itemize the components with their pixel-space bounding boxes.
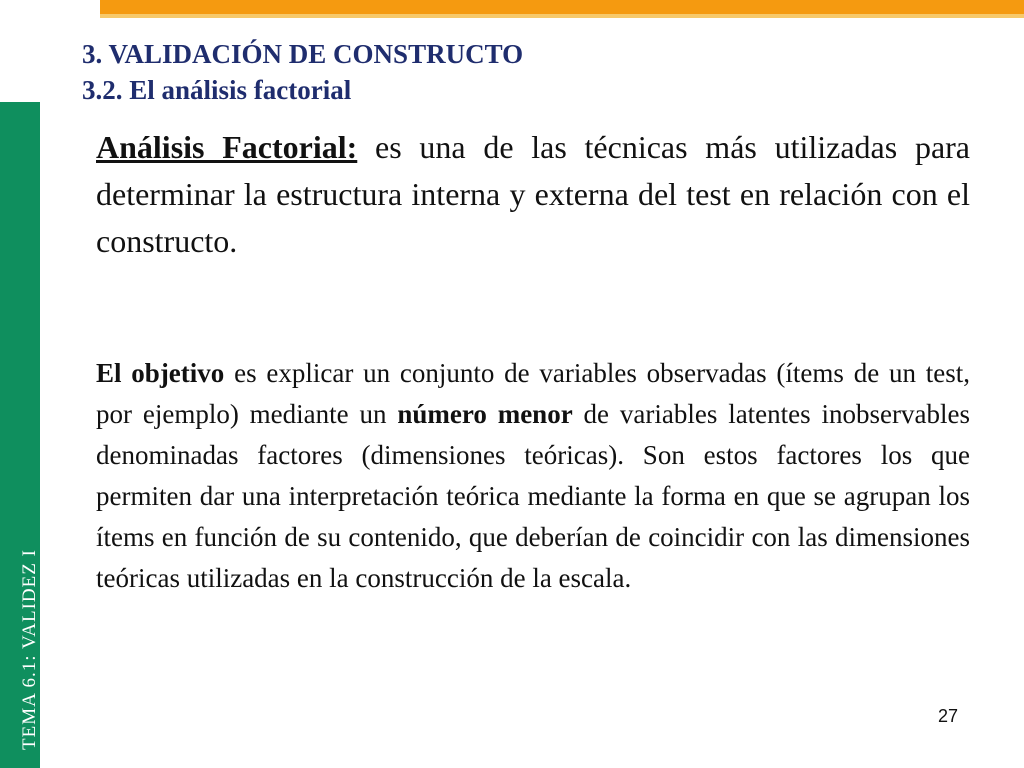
definition-paragraph — [96, 124, 970, 265]
page-number: 27 — [938, 706, 959, 726]
definition-term: Análisis Factorial: — [96, 129, 358, 165]
objective-text-a: es explicar un conjunto de variables observadas (ítems de un test, por ejemplo) mediante un — [96, 358, 970, 429]
objective-emphasis: número menor — [397, 399, 573, 429]
side-topic-label: TEMA 6.1: VALIDEZ I — [19, 549, 40, 750]
objective-text-b: de variables latentes inobservables denominadas factores (dimensiones teóricas). Son estos factores los que permiten dar una interpretación teórica mediante la forma en que se agrupan los ítems en función de su contenido, que deberían de coincidir con las dimensiones teóricas utilizadas en la construcción de la escala. — [96, 399, 970, 593]
slide-subtitle: 3.2. El análisis factorial — [82, 75, 352, 105]
top-accent-bar — [100, 0, 1024, 18]
slide-body — [96, 124, 970, 599]
objective-paragraph — [96, 353, 970, 599]
slide-title — [82, 36, 523, 108]
definition-text: es una de las técnicas más utilizadas para determinar la estructura interna y externa del test en relación con el constructo. — [96, 129, 971, 259]
slide-title-line1: 3. VALIDACIÓN DE CONSTRUCTO — [82, 39, 524, 69]
objective-term: El objetivo — [96, 358, 225, 388]
